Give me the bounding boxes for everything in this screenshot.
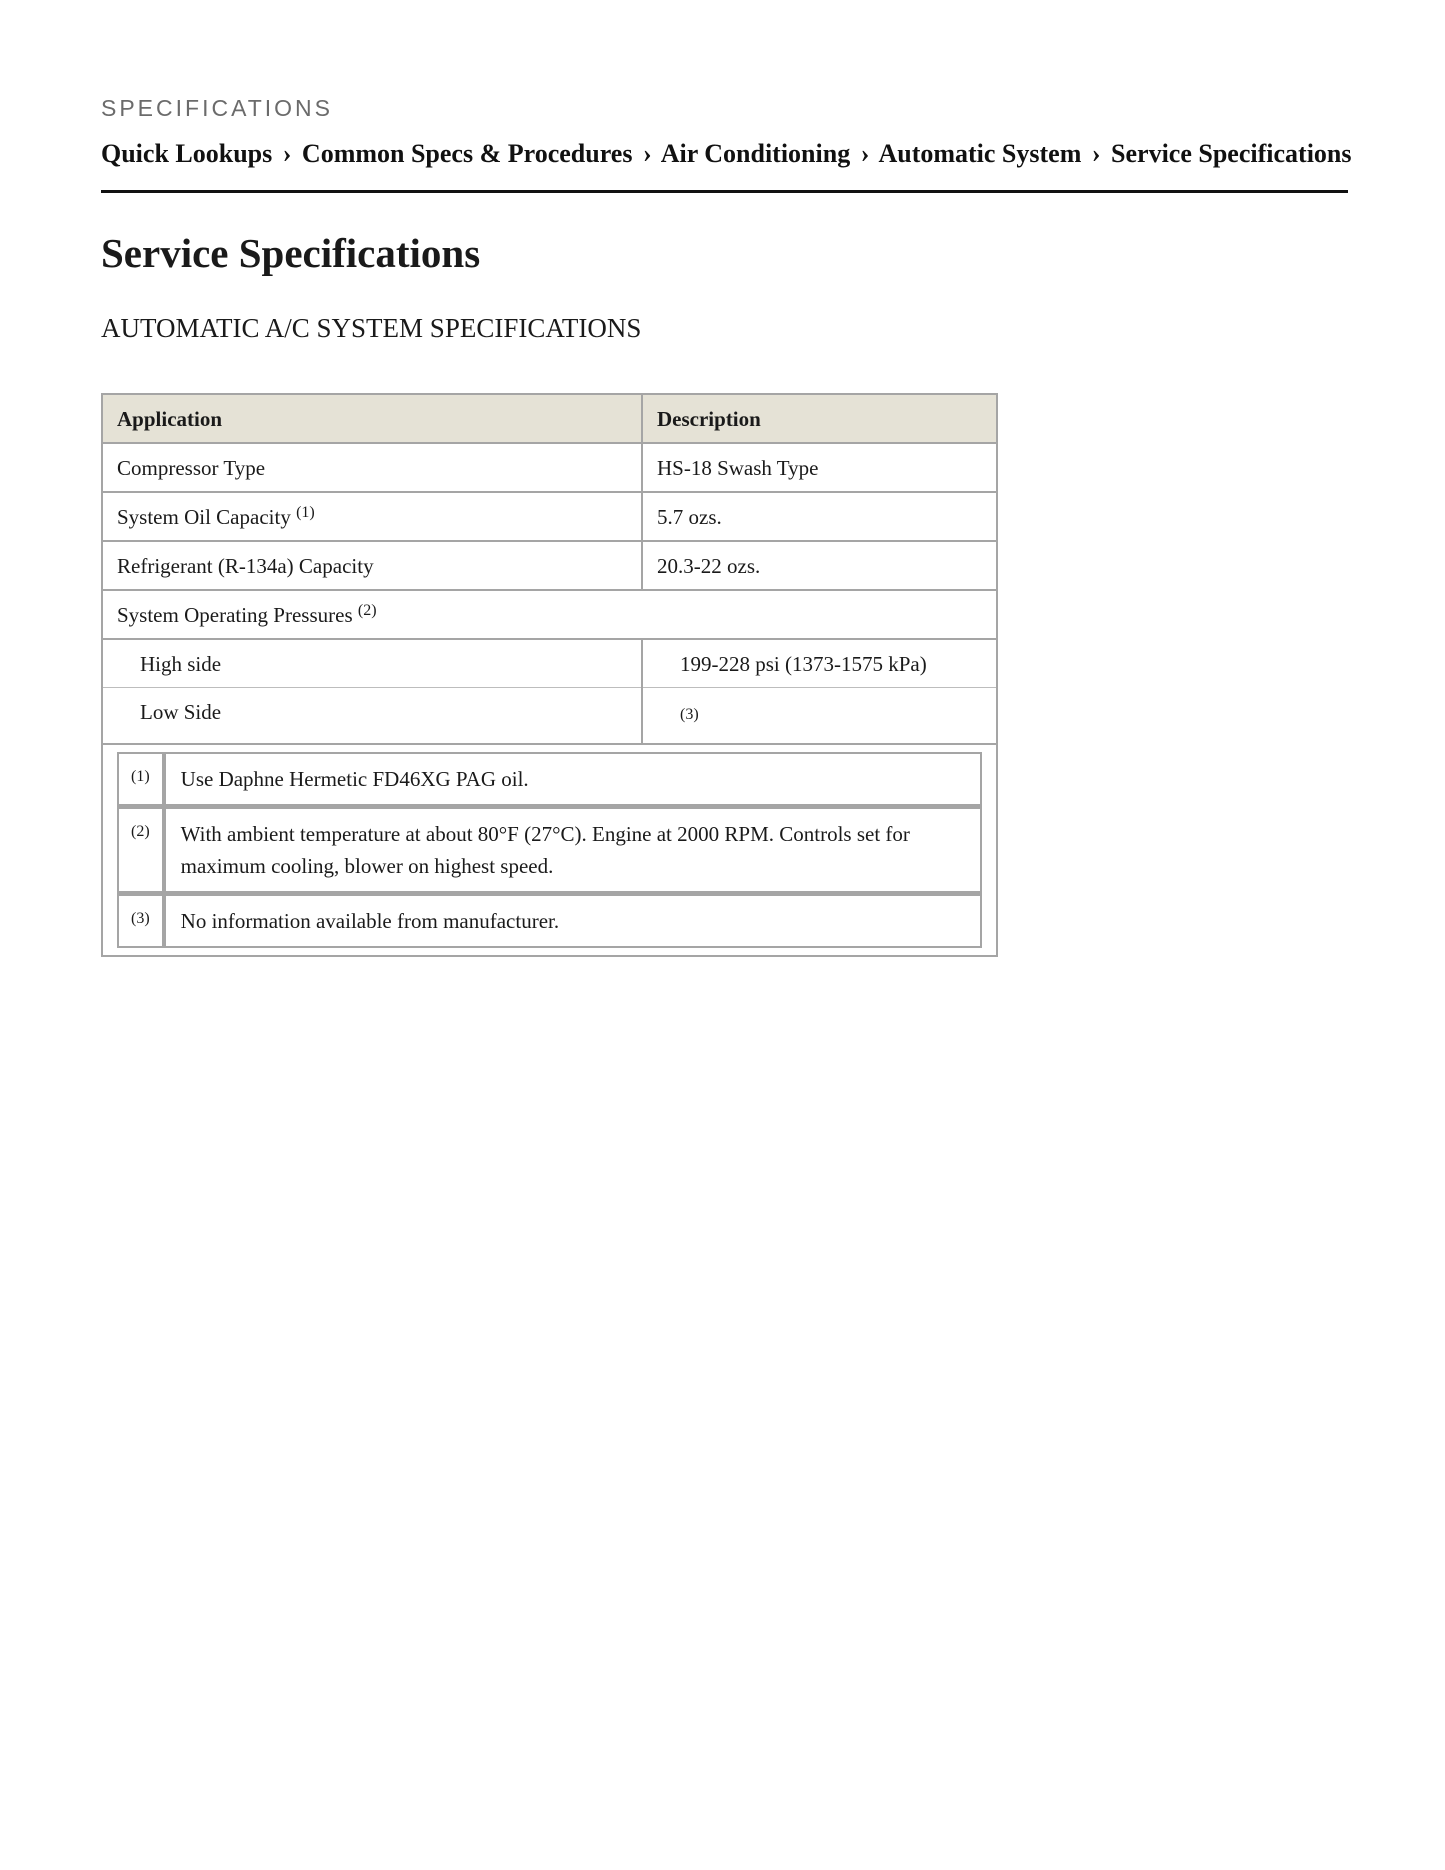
application-cell [102, 492, 642, 541]
breadcrumb-item-service-specifications: Service Specifications [1111, 139, 1352, 168]
footnote-marker: (2) [117, 806, 164, 893]
description-cell [642, 688, 997, 745]
table-row [102, 492, 997, 541]
footnote-reference[interactable]: (3) [680, 706, 699, 723]
table-header-row [102, 394, 997, 443]
breadcrumb-separator: › [642, 139, 652, 168]
description-cell: 5.7 ozs. [642, 492, 997, 541]
footnote-row [117, 806, 982, 893]
breadcrumb-item-automatic-system[interactable]: Automatic System [878, 139, 1082, 168]
application-cell [102, 541, 642, 590]
table-row [102, 639, 997, 688]
footnote-reference[interactable]: (2) [357, 602, 377, 619]
breadcrumb-separator: › [1091, 139, 1101, 168]
section-label: SPECIFICATIONS [101, 95, 333, 121]
application-cell [102, 443, 642, 492]
breadcrumb [101, 137, 1352, 193]
footnote-row [117, 752, 982, 806]
breadcrumb-item-quick-lookups[interactable]: Quick Lookups [101, 139, 273, 168]
table-row [102, 443, 997, 492]
breadcrumb-item-common-specs[interactable]: Common Specs & Procedures [301, 139, 633, 168]
footnotes-table [117, 752, 982, 948]
breadcrumb-separator: › [860, 139, 870, 168]
table-group-row [102, 590, 997, 639]
description-cell: 199-228 psi (1373-1575 kPa) [642, 639, 997, 688]
group-label-cell [102, 590, 997, 639]
application-cell: Low Side [102, 688, 642, 745]
footnote-text: With ambient temperature at about 80°F (27°C). Engine at 2000 RPM. Controls set for maximum cooling, blower on highest speed. [164, 806, 982, 893]
footnotes-row [102, 744, 997, 956]
document-page [101, 93, 1352, 957]
column-header-description: Description [642, 394, 997, 443]
footnote-marker: (1) [117, 752, 164, 806]
breadcrumb-separator: › [282, 139, 292, 168]
section-subheading: AUTOMATIC A/C SYSTEM SPECIFICATIONS [101, 313, 642, 343]
application-text: Compressor Type [117, 456, 266, 480]
table-row [102, 688, 997, 745]
description-cell: 20.3-22 ozs. [642, 541, 997, 590]
specifications-table [101, 393, 998, 957]
page-title: Service Specifications [101, 230, 481, 276]
footnotes-cell [102, 744, 997, 956]
breadcrumb-item-air-conditioning[interactable]: Air Conditioning [660, 139, 851, 168]
footnote-row [117, 893, 982, 948]
application-text: System Oil Capacity [117, 505, 291, 529]
application-cell: High side [102, 639, 642, 688]
footnote-text: No information available from manufacturer. [164, 893, 982, 948]
footnote-marker: (3) [117, 893, 164, 948]
description-cell: HS-18 Swash Type [642, 443, 997, 492]
group-label: System Operating Pressures [117, 603, 353, 627]
table-row [102, 541, 997, 590]
application-text: Refrigerant (R-134a) Capacity [117, 554, 374, 578]
footnote-reference[interactable]: (1) [296, 504, 315, 521]
footnote-text: Use Daphne Hermetic FD46XG PAG oil. [164, 752, 982, 806]
column-header-application: Application [102, 394, 642, 443]
